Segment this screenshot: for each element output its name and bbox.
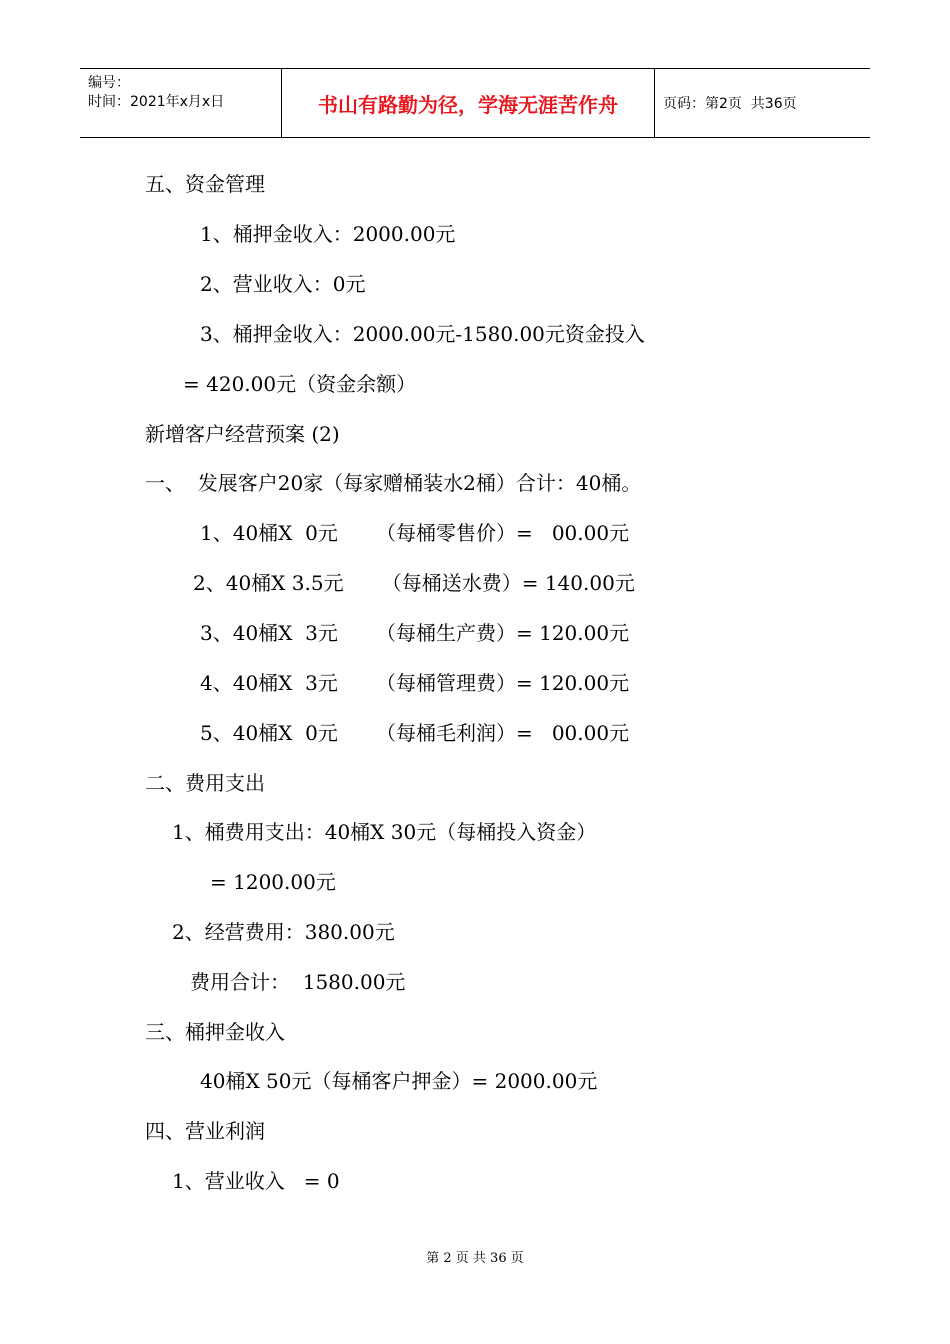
calc-line: 3、40桶X 3元 （每桶生产费）= 120.00元 — [200, 621, 630, 645]
body-line: 1、桶押金收入：2000.00元 — [200, 222, 456, 246]
calc-line: 5、40桶X 0元 （每桶毛利润）= 00.00元 — [200, 721, 630, 745]
calc-line: 1、40桶X 0元 （每桶零售价）= 00.00元 — [200, 521, 630, 545]
header-motto: 书山有路勤为径，学海无涯苦作舟 — [318, 92, 618, 117]
page-header — [80, 68, 870, 138]
plan-title: 新增客户经营预案 (2) — [145, 422, 340, 446]
body-line: 2、经营费用：380.00元 — [172, 920, 395, 944]
body-line: 费用合计： 1580.00元 — [190, 970, 406, 994]
section-heading-profit: 四、营业利润 — [145, 1119, 265, 1143]
header-meta-cell — [80, 69, 282, 137]
body-line: = 420.00元（资金余额） — [183, 372, 417, 396]
section-heading-deposit: 三、桶押金收入 — [145, 1020, 285, 1044]
body-line: 3、桶押金收入：2000.00元-1580.00元资金投入 — [200, 322, 645, 346]
calc-line: 4、40桶X 3元 （每桶管理费）= 120.00元 — [200, 671, 630, 695]
section-heading-expenses: 二、费用支出 — [145, 771, 265, 795]
body-line: 40桶X 50元（每桶客户押金）= 2000.00元 — [200, 1069, 598, 1093]
document-time-label: 时间：2021年x月x日 — [88, 94, 225, 110]
header-page-info: 页码：第2页 共36页 — [663, 96, 797, 112]
page-footer: 第 2 页 共 36 页 — [426, 1251, 524, 1266]
calc-line: 2、40桶X 3.5元 （每桶送水费）= 140.00元 — [193, 571, 635, 595]
header-page-cell — [655, 69, 870, 137]
section-heading-funds: 五、资金管理 — [145, 172, 265, 196]
body-line: 2、营业收入：0元 — [200, 272, 366, 296]
document-number-label: 编号： — [88, 75, 130, 91]
header-motto-cell — [282, 69, 655, 137]
body-line: = 1200.00元 — [210, 870, 336, 894]
section-heading-customers: 一、 发展客户20家（每家赠桶装水2桶）合计：40桶。 — [145, 471, 642, 495]
body-line: 1、桶费用支出：40桶X 30元（每桶投入资金） — [172, 820, 597, 844]
body-line: 1、营业收入 = 0 — [172, 1169, 340, 1193]
